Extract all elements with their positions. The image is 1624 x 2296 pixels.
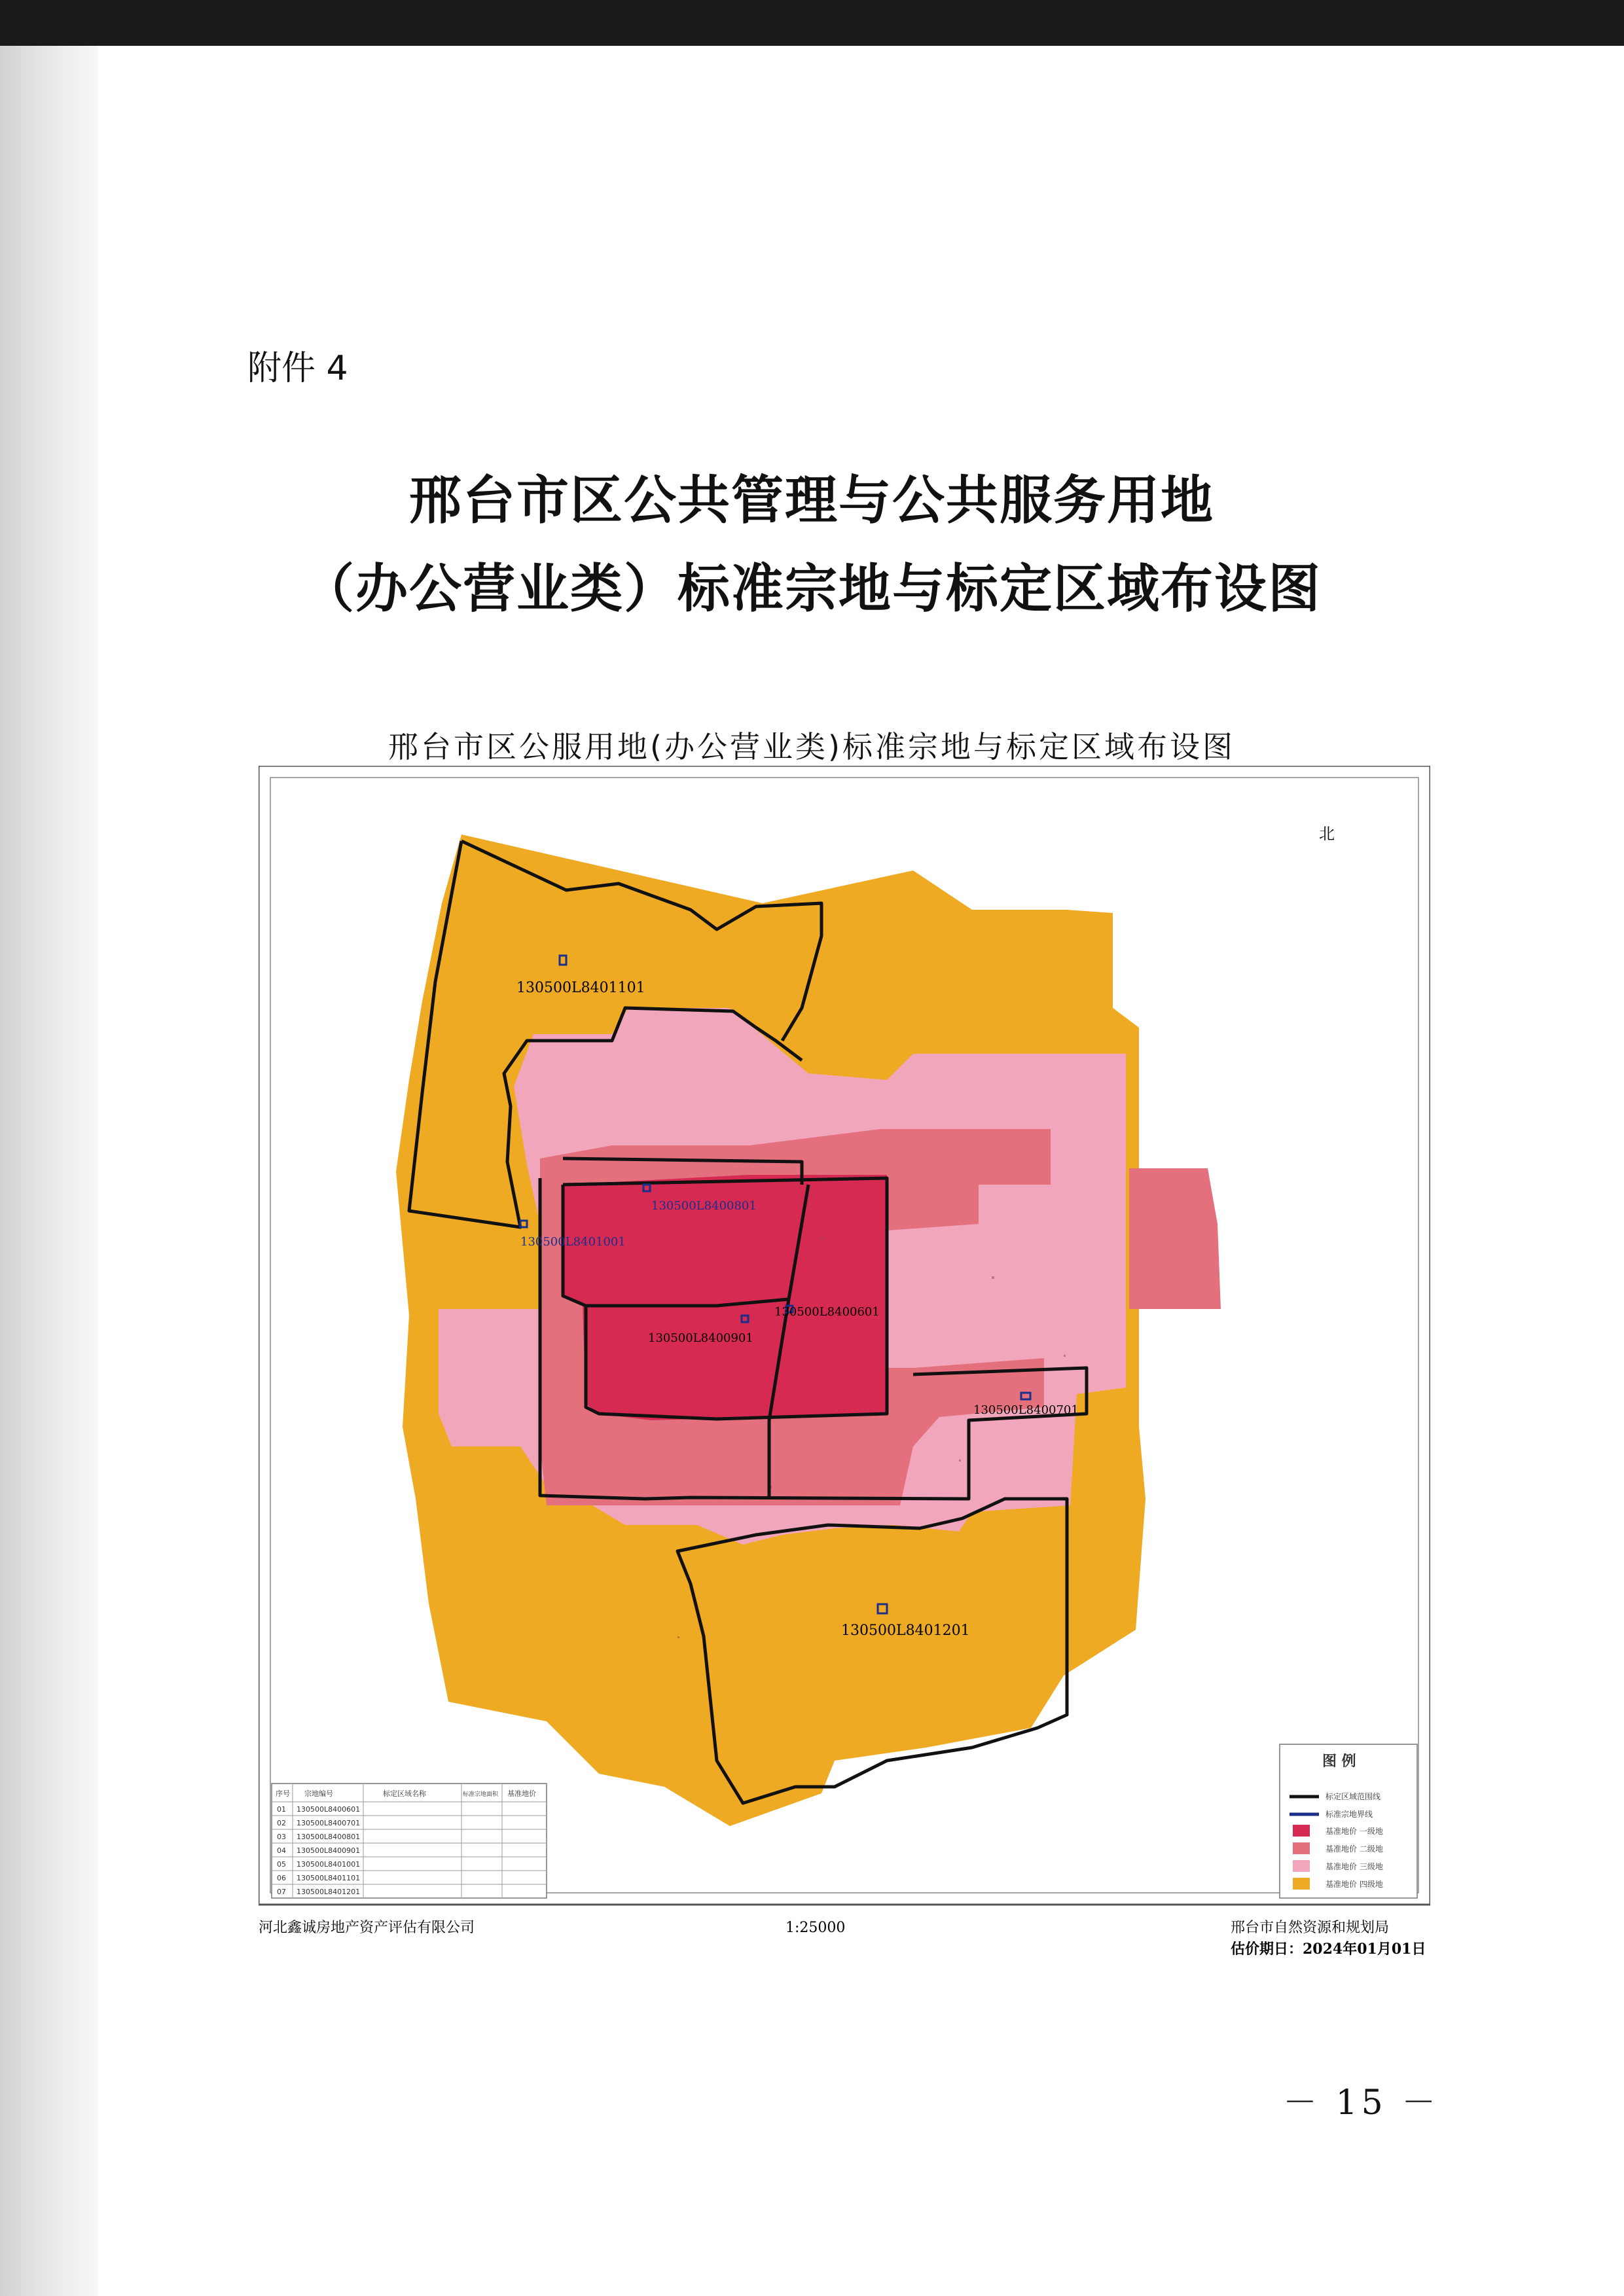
scan-dark-edge <box>0 0 1624 46</box>
table-header: 基准地价 <box>507 1789 536 1798</box>
table-cell: 130500L8400801 <box>297 1833 361 1841</box>
legend-title: 图 例 <box>1322 1753 1356 1770</box>
legend-swatch-level4 <box>1293 1878 1310 1890</box>
table-cell: 05 <box>277 1860 286 1869</box>
table-cell: 07 <box>277 1888 286 1896</box>
table-header: 宗地编号 <box>304 1789 333 1798</box>
map-footer-right2: 估价期日：2024年01月01日 <box>1231 1941 1426 1958</box>
north-label: 北 <box>1319 825 1335 843</box>
legend-label: 标准宗地界线 <box>1326 1810 1373 1819</box>
table-cell: 04 <box>277 1846 286 1855</box>
legend-label: 基准地价 一级地 <box>1326 1827 1383 1836</box>
table-cell: 02 <box>277 1819 286 1827</box>
map-footer-left: 河北鑫诚房地产资产评估有限公司 <box>259 1920 475 1936</box>
legend-label: 基准地价 四级地 <box>1326 1880 1383 1889</box>
land-price-map <box>259 766 1430 1990</box>
table-cell: 130500L8400701 <box>297 1819 361 1827</box>
parcel-label: 130500L8401101 <box>516 980 645 996</box>
table-header: 标定区域名称 <box>383 1789 426 1798</box>
table-header: 序号 <box>276 1789 290 1798</box>
map-legend <box>1280 1744 1417 1898</box>
parcel-label: 130500L8401201 <box>841 1623 970 1639</box>
table-header: 标准宗地面积 <box>463 1791 499 1798</box>
parcel-label: 130500L8400801 <box>651 1199 757 1213</box>
legend-swatch-level2 <box>1293 1842 1310 1854</box>
parcel-label: 130500L8400901 <box>648 1331 753 1345</box>
page-number: － 15 － <box>1283 2083 1440 2123</box>
zone-level-2-east <box>1129 1168 1221 1309</box>
map-footer-right1: 邢台市自然资源和规划局 <box>1231 1920 1390 1936</box>
legend-label: 基准地价 三级地 <box>1326 1862 1383 1871</box>
legend-label: 基准地价 二级地 <box>1326 1844 1383 1854</box>
map-scale: 1:25000 <box>785 1920 846 1936</box>
parcel-label: 130500L8401001 <box>520 1235 626 1249</box>
page-title-line1: 邢台市区公共管理与公共服务用地 <box>409 469 1214 531</box>
table-cell: 130500L8400601 <box>297 1805 361 1814</box>
legend-swatch-level3 <box>1293 1860 1310 1872</box>
page-title-line2: （办公营业类）标准宗地与标定区域布设图 <box>302 558 1322 619</box>
scan-binding-shadow <box>0 46 98 2296</box>
parcel-label: 130500L8400701 <box>973 1403 1079 1417</box>
table-cell: 130500L8400901 <box>297 1846 361 1855</box>
annex-label: 附件 4 <box>247 349 348 388</box>
table-cell: 130500L8401101 <box>297 1874 361 1882</box>
legend-label: 标定区域范围线 <box>1326 1792 1381 1801</box>
map-title: 邢台市区公服用地(办公营业类)标准宗地与标定区域布设图 <box>388 729 1235 764</box>
table-cell: 01 <box>277 1805 286 1814</box>
table-cell: 06 <box>277 1874 286 1882</box>
table-cell: 130500L8401201 <box>297 1888 361 1896</box>
attribute-table <box>272 1784 547 1898</box>
table-cell: 130500L8401001 <box>297 1860 361 1869</box>
parcel-label: 130500L8400601 <box>774 1305 880 1319</box>
legend-swatch-level1 <box>1293 1825 1310 1837</box>
table-cell: 03 <box>277 1833 286 1841</box>
